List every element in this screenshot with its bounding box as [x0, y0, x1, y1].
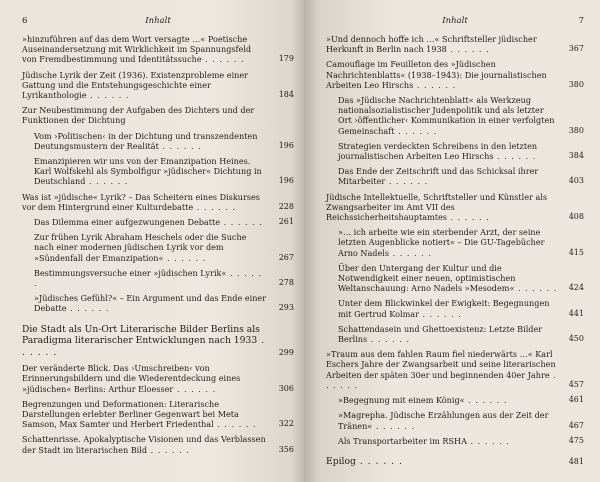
toc-entry-page-number: 384	[568, 151, 584, 161]
toc-entry-title: »hinzuführen auf das dem Wort versagte …« Poetische Auseinandersetzung mit Wirklichkeit im Spannungsfeld von Fremdbestimmung und Identitätssuche . . .	[22, 34, 251, 64]
toc-entry-title: Das Dilemma einer aufgezwungenen Debatte . . .	[34, 217, 263, 227]
toc-entry-page-number: 322	[278, 419, 294, 429]
toc-entry	[34, 131, 294, 151]
toc-entry-title: Emanzipieren wir uns von der Emanzipation Heines. Karl Wolfskehl als Symbolfigur »jüdischer« Dichtung in Deutschland . . .	[34, 156, 262, 186]
toc-entry	[34, 156, 294, 187]
toc-entry-page-number: 293	[278, 303, 294, 313]
toc-entry-title: »Jüdisches Gefühl?« – Ein Argument und das Ende einer Debatte . . .	[34, 293, 266, 313]
left-page-number: 6	[22, 16, 28, 26]
toc-entry-title: »Traum aus dem fahlen Raum fiel niederwärts …« Karl Eschers Jahre der Zwangsarbeit und seine literarischen Arbeiten der späten 30er und beginnenden 40er Jahre . . .	[326, 349, 557, 390]
toc-entry-title: »… ich arbeite wie ein sterbender Arzt, der seine letzten Augenblicke notiert« – Die GU-Tagebücher Arno Nadels . . .	[338, 227, 545, 257]
right-page	[304, 0, 600, 482]
toc-entry-page-number: 457	[568, 379, 584, 389]
left-running-title: Inhalt	[145, 16, 171, 26]
toc-entry	[326, 59, 584, 90]
right-page-number: 7	[578, 16, 584, 26]
toc-entry-title: Strategien verdeckten Schreibens in den letzten journalistischen Arbeiten Leo Hirschs . . .	[338, 141, 537, 161]
toc-entry	[338, 141, 584, 161]
toc-entry	[338, 436, 584, 446]
right-page-header	[326, 16, 584, 34]
toc-entry-title: »Begegnung mit einem König« . . .	[338, 395, 507, 405]
toc-entry-page-number: 424	[568, 283, 584, 293]
toc-entry-page-number: 299	[278, 347, 294, 357]
toc-entry-title: Die Stadt als Un-Ort Literarische Bilder Berlins als Paradigma literarischer Entwicklungen nach 1933 . . .	[22, 324, 265, 358]
toc-entry	[338, 324, 584, 344]
toc-entry-page-number: 461	[568, 395, 584, 405]
toc-entry-page-number: 408	[568, 212, 584, 222]
toc-entry	[338, 298, 584, 318]
toc-entry	[22, 34, 294, 65]
toc-entry-page-number: 415	[568, 247, 584, 257]
toc-entry-title: Über den Untergang der Kultur und die Notwendigkeit einer neuen, optimistischen Weltanschauung: Arno Nadels »Mesodem« . . .	[338, 263, 557, 293]
toc-entry	[22, 363, 294, 394]
toc-entry	[22, 70, 294, 101]
toc-entry-title: Bestimmungsversuche einer »jüdischen Lyrik« . . .	[34, 268, 262, 288]
toc-entry-title: Was ist »jüdische« Lyrik? – Das Scheitern eines Diskurses vor dem Hintergrund einer Kulturdebatte . . .	[22, 192, 260, 212]
toc-entry	[326, 456, 584, 468]
toc-entry-page-number: 467	[568, 420, 584, 430]
toc-entry-title: Zur Neubestimmung der Aufgaben des Dichters und der Funktionen der Dichtung	[22, 105, 255, 126]
toc-entry	[22, 192, 294, 212]
toc-entry-page-number: 267	[278, 252, 294, 262]
toc-entry-page-number: 403	[568, 176, 584, 186]
toc-entry	[326, 192, 584, 223]
toc-entry-title: Zur frühen Lyrik Abraham Heschels oder die Suche nach einer modernen jüdischen Lyrik vor dem »Sündenfall der Emanzipation« . . .	[34, 232, 246, 262]
toc-entry-title: Der veränderte Blick. Das ›Umschreiben‹ von Erinnerungsbildern und die Wiederentdeckung eines »jüdischen« Berlins: Arthur Eloesser . . .	[22, 363, 240, 393]
toc-entry-title: Begrenzungen und Deformationen: Literarische Darstellungen erlebter Berliner Gegenwart bei Meta Samson, Max Samter und Herbert Friedenthal . . .	[22, 399, 257, 429]
toc-entry	[338, 166, 584, 186]
toc-entry	[338, 95, 584, 136]
toc-entry-title: Als Transportarbeiter im RSHA . . .	[338, 436, 510, 446]
toc-entry	[338, 395, 584, 405]
toc-entry	[34, 217, 294, 227]
toc-entry	[34, 268, 294, 288]
toc-entry-title: Jüdische Intellektuelle, Schriftsteller und Künstler als Zwangsarbeiter im Amt VII des Reichssicherheitshauptamtes . . .	[326, 192, 547, 222]
toc-entry-page-number: 367	[568, 44, 584, 54]
toc-entry-page-number: 261	[278, 217, 294, 227]
toc-entry	[326, 34, 584, 54]
toc-entry-page-number: 450	[568, 334, 584, 344]
toc-entry-title: »Und dennoch hoffe ich …« Schriftsteller jüdischer Herkunft in Berlin nach 1938 . . .	[326, 34, 537, 54]
toc-entry-page-number: 475	[568, 435, 584, 445]
toc-entry-page-number: 481	[568, 456, 584, 466]
toc-entry-title: Das Ende der Zeitschrift und das Schicksal ihrer Mitarbeiter . . .	[338, 166, 538, 186]
toc-entry-page-number: 184	[278, 90, 294, 100]
toc-entry-page-number: 380	[568, 79, 584, 89]
toc-entry	[338, 410, 584, 430]
toc-entry-title: »Magrepha. Jüdische Erzählungen aus der Zeit der Tränen« . . .	[338, 410, 548, 430]
toc-entry-page-number: 380	[568, 125, 584, 135]
toc-entry-page-number: 228	[278, 201, 294, 211]
toc-entry	[338, 263, 584, 294]
toc-entry-page-number: 356	[278, 444, 294, 454]
toc-entry-title: Unter dem Blickwinkel der Ewigkeit: Begegnungen mit Gertrud Kolmar . . .	[338, 298, 549, 318]
toc-entry	[338, 227, 584, 258]
toc-entry-title: Jüdische Lyrik der Zeit (1936). Existenzprobleme einer Gattung und die Entstehungsgeschichte einer Lyrikanthologie . . .	[22, 70, 248, 100]
right-running-title: Inhalt	[442, 16, 468, 26]
toc-entry	[326, 349, 584, 390]
toc-entry	[22, 434, 294, 454]
left-toc-list	[22, 34, 294, 455]
toc-entry	[22, 105, 294, 125]
toc-entry-page-number: 179	[278, 54, 294, 64]
toc-entry	[22, 399, 294, 430]
toc-entry-title: Das »Jüdische Nachrichtenblatt« als Werkzeug nationalsozialistischer Judenpolitik und als letzter Ort ›öffentlicher‹ Kommunikation in einer verfolgten Gemeinschaft . . .	[338, 95, 554, 136]
toc-entry-title: Epilog . . .	[326, 456, 403, 467]
toc-entry-title: Schattendasein und Ghettoexistenz: Letzte Bilder Berlins . . .	[338, 324, 542, 344]
toc-entry	[22, 324, 294, 359]
toc-entry	[34, 232, 294, 263]
toc-entry-page-number: 278	[278, 278, 294, 288]
toc-entry-page-number: 196	[278, 176, 294, 186]
toc-entry-page-number: 196	[278, 140, 294, 150]
toc-entry-title: Camouflage im Feuilleton des »Jüdischen Nachrichtenblatts« (1938–1943): Die journalistischen Arbeiten Leo Hirschs . . .	[326, 59, 547, 89]
toc-entry-page-number: 441	[568, 308, 584, 318]
toc-entry-title: Vom ›Politischen‹ in der Dichtung und transzendenten Deutungsmustern der Realität . . .	[34, 131, 257, 151]
right-toc-list	[326, 34, 584, 467]
left-page-header	[22, 16, 294, 34]
toc-entry	[34, 293, 294, 313]
toc-entry-page-number: 306	[278, 383, 294, 393]
toc-entry-title: Schattenrisse. Apokalyptische Visionen und das Verblassen der Stadt im literarischen Bild . . .	[22, 434, 266, 454]
